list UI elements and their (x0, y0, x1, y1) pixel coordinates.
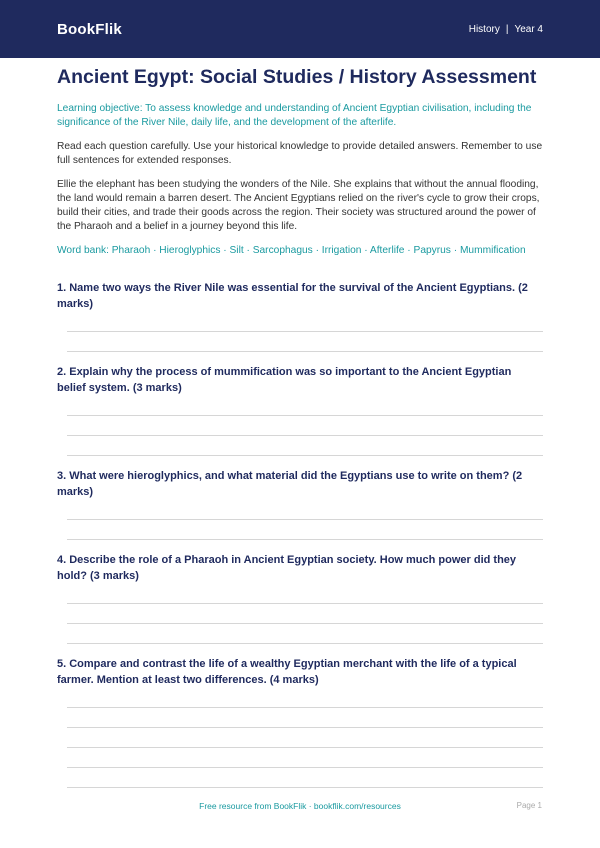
answer-line[interactable] (67, 748, 543, 768)
year-label: Year 4 (514, 23, 543, 35)
instructions: Read each question carefully. Use your historical knowledge to provide detailed answers. Remember to use full sentences for extended responses. (57, 141, 543, 166)
worksheet-content (57, 64, 543, 788)
answer-line[interactable] (67, 396, 543, 416)
learning-objective: Learning objective: To assess knowledge and understanding of Ancient Egyptian civilisation, including the significance of the River Nile, daily life, and the development of the afterlife. (57, 103, 532, 128)
answer-line[interactable] (67, 728, 543, 748)
subject-meta (469, 24, 543, 35)
word-bank: Word bank: Pharaoh · Hieroglyphics · Silt · Sarcophagus · Irrigation · Afterlife · Papyrus · Mummification (57, 245, 526, 256)
subject-label: History (468, 23, 500, 35)
question-5: 5. Compare and contrast the life of a wealthy Egyptian merchant with the life of a typical farmer. Mention at least two differences. (4 marks) (57, 658, 517, 686)
answer-lines-3 (57, 500, 543, 540)
meta-separator: | (505, 23, 509, 35)
question-2: 2. Explain why the process of mummification was so important to the Ancient Egyptian belief system. (3 marks) (57, 366, 512, 394)
question-block-4 (57, 552, 543, 644)
page-title: Ancient Egypt: Social Studies / History Assessment (57, 66, 537, 88)
question-block-1 (57, 280, 543, 352)
question-block-2 (57, 364, 543, 456)
answer-line[interactable] (67, 624, 543, 644)
answer-line[interactable] (67, 708, 543, 728)
footer-resource-link[interactable]: Free resource from BookFlik · bookflik.com/resources (199, 801, 401, 811)
question-1: 1. Name two ways the River Nile was essential for the survival of the Ancient Egyptians. (2 marks) (57, 282, 528, 310)
answer-line[interactable] (67, 520, 543, 540)
answer-line[interactable] (67, 688, 543, 708)
answer-line[interactable] (67, 500, 543, 520)
passage: Ellie the elephant has been studying the wonders of the Nile. She explains that without the annual flooding, the land would remain a barren desert. The Ancient Egyptians relied on the river's cycle to grow their crops, build their cities, and trade their goods across the region. Their society was structured around the power of the Pharaoh and a belief in a journey beyond this life. (57, 179, 540, 232)
answer-line[interactable] (67, 332, 543, 352)
answer-line[interactable] (67, 416, 543, 436)
page-number: Page 1 (516, 801, 542, 810)
answer-lines-2 (57, 396, 543, 456)
question-3: 3. What were hieroglyphics, and what material did the Egyptians use to write on them? (2 marks) (57, 470, 523, 498)
question-4: 4. Describe the role of a Pharaoh in Ancient Egyptian society. How much power did they hold? (3 marks) (57, 554, 517, 582)
answer-line[interactable] (67, 436, 543, 456)
answer-line[interactable] (67, 768, 543, 788)
answer-line[interactable] (67, 604, 543, 624)
question-block-5 (57, 656, 543, 788)
brand-logo[interactable]: BookFlik (57, 20, 122, 38)
answer-line[interactable] (67, 312, 543, 332)
answer-lines-5 (57, 688, 543, 788)
question-block-3 (57, 468, 543, 540)
answer-line[interactable] (67, 584, 543, 604)
page-header (0, 0, 600, 58)
answer-lines-4 (57, 584, 543, 644)
answer-lines-1 (57, 312, 543, 352)
